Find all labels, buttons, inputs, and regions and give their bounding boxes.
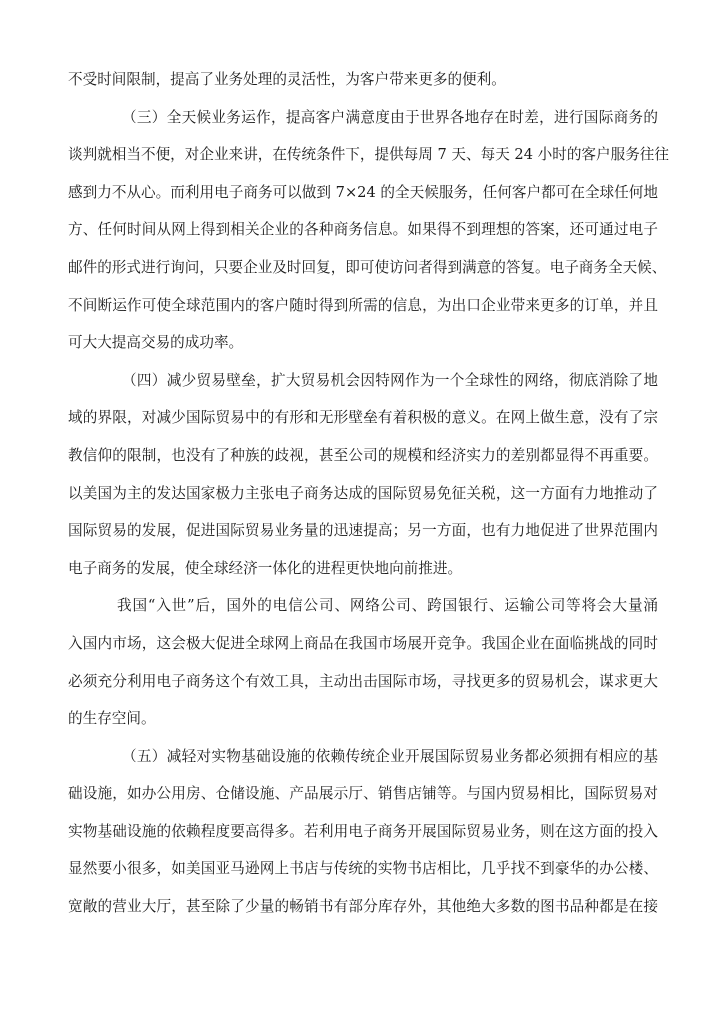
text-line: 不受时间限制，提高了业务处理的灵活性，为客户带来更多的便利。 (68, 71, 506, 88)
text-line: 显然要小很多，如美国亚马逊网上书店与传统的实物书店相比，几乎找不到豪华的办公楼、 (68, 860, 658, 878)
text-line: 邮件的形式进行询问，只要企业及时回复，即可使访问者得到满意的答复。电子商务全天候、 (68, 258, 667, 276)
text-line: 教信仰的限制，也没有了种族的歧视，甚至公司的规模和经济实力的差别都显得不再重要。 (68, 446, 658, 464)
text-line: 础设施，如办公用房、仓储设施、产品展示厅、销售店铺等。与国内贸易相比，国际贸易对 (68, 785, 658, 803)
text-line: 不间断运作可使全球范围内的客户随时得到所需的信息，为出口企业带来更多的订单，并且 (68, 296, 658, 314)
text-line: 我国“入世”后，国外的电信公司、网络公司、跨国银行、运输公司等将会大量涌 (117, 597, 658, 615)
text-line: 入国内市场，这会极大促进全球网上商品在我国市场展开竞争。我国企业在面临挑战的同时 (68, 634, 658, 652)
text-line: 感到力不从心。而利用电子商务可以做到 7×24 的全天候服务，任何客户都可在全球任何地 (68, 183, 658, 201)
paragraph-section-5 (68, 745, 658, 933)
text-line: 必须充分利用电子商务这个有效工具，主动出击国际市场，寻找更多的贸易机会，谋求更大 (68, 672, 658, 690)
text-line: 宽敞的营业大厅，甚至除了少量的畅销书有部分库存外，其他绝大多数的图书品种都是在接 (68, 898, 658, 916)
text-line: 实物基础设施的依赖程度要高得多。若利用电子商务开展国际贸易业务，则在这方面的投入 (68, 822, 658, 840)
text-line: （三）全天候业务运作，提高客户满意度由于世界各地存在时差，进行国际商务的 (122, 108, 658, 126)
text-line: （四）减少贸易壁垒，扩大贸易机会因特网作为一个全球性的网络，彻底消除了地 (122, 371, 658, 389)
text-line: 方、任何时间从网上得到相关企业的各种商务信息。如果得不到理想的答案，还可通过电子 (68, 221, 658, 239)
document-page (68, 68, 669, 933)
text-line: 谈判就相当不便，对企业来讲，在传统条件下，提供每周 7 天、每天 24 小时的客户服务往往 (68, 146, 669, 164)
text-line: 以美国为主的发达国家极力主张电子商务达成的国际贸易免征关税，这一方面有力地推动了 (68, 484, 658, 502)
paragraph-continuation (68, 68, 658, 106)
text-line: 域的界限，对减少国际贸易中的有形和无形壁垒有着积极的意义。在网上做生意，没有了宗 (68, 409, 658, 427)
text-line: 可大大提高交易的成功率。 (68, 334, 244, 352)
paragraph-section-4 (68, 369, 658, 595)
text-line: 的生存空间。 (68, 710, 156, 728)
text-line: 国际贸易的发展，促进国际贸易业务量的迅速提高；另一方面，也有力地促进了世界范围内 (68, 522, 658, 540)
text-line: 电子商务的发展，使全球经济一体化的进程更快地向前推进。 (68, 559, 463, 577)
paragraph-wto-entry (68, 594, 658, 744)
paragraph-section-3 (68, 106, 669, 369)
text-line: （五）减轻对实物基础设施的依赖传统企业开展国际贸易业务都必须拥有相应的基 (122, 747, 658, 765)
